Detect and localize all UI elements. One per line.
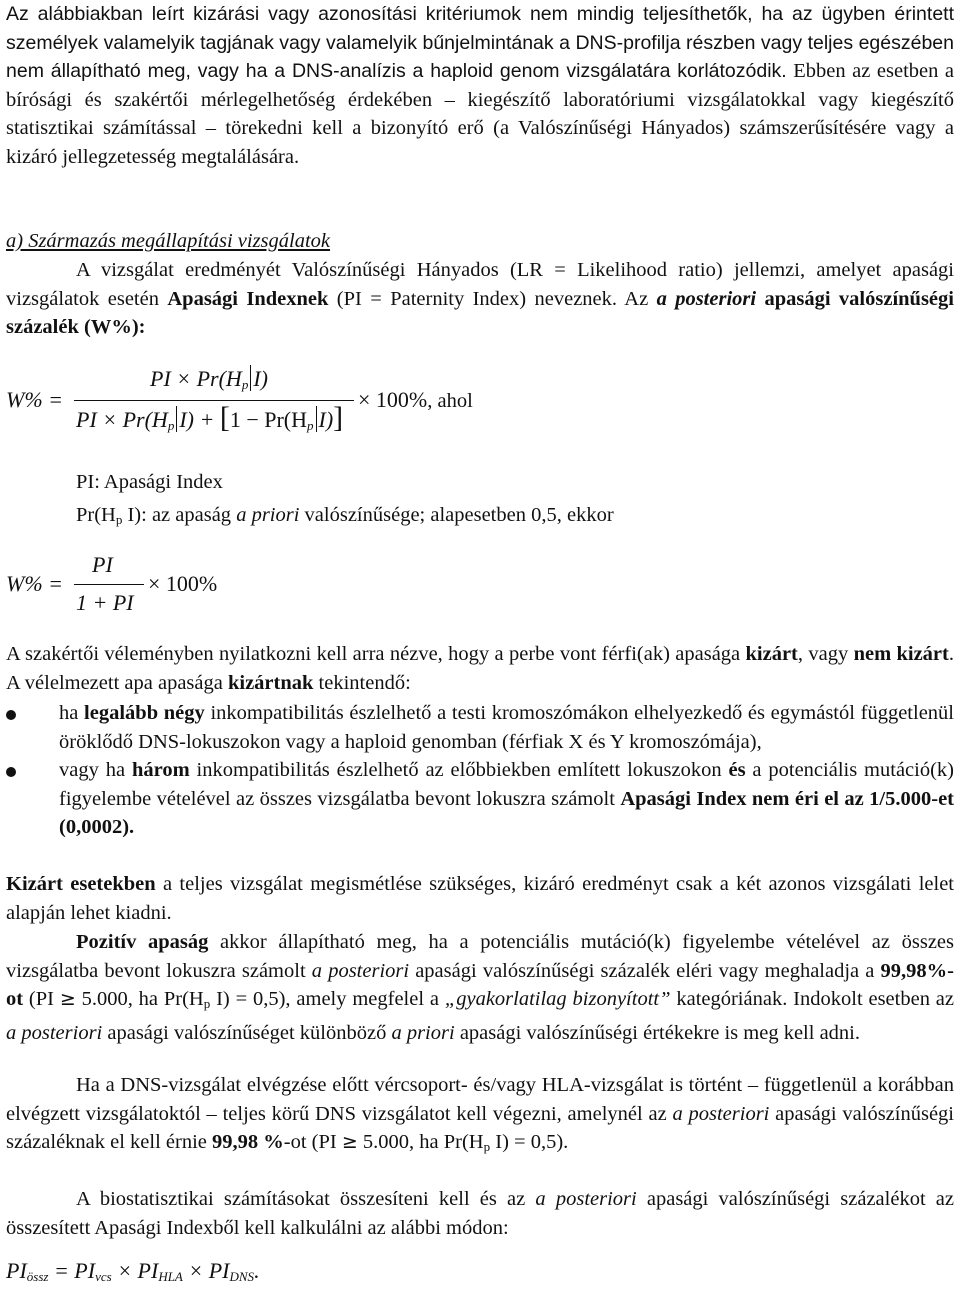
geq-symbol: ≥ — [341, 1131, 358, 1154]
intro-sentence-2: Ebben az esetben a bírósági és szakértői mérlegelhetőség érdekében – kiegészítő laboratóriumi vizsgálatokkal vagy kiegészítő statisztikai számítással – törekedni kell a bizonyító erő (a Valószínűségi Hányados) számszerűsítésére vagy a kizáró jellegzetesség megtalálására. — [6, 60, 954, 168]
list-item — [6, 756, 954, 842]
den-text: I) + — [179, 407, 215, 432]
fraction-line — [74, 400, 354, 401]
bold-term: legalább négy — [84, 702, 205, 724]
text: A szakértői véleményben nyilatkozni kell arra nézve, hogy a perbe vont férfi(ak) apasága — [6, 643, 746, 665]
text: -ot (PI — [283, 1131, 342, 1154]
bold-term: Apasági Index nem éri el az 1/5.000-et (0,0002). — [59, 787, 954, 839]
text: (PI — [23, 988, 60, 1011]
italic-term: a priori — [236, 504, 300, 526]
text: apasági valószínűségi százalékot az összesített Apasági Indexből kell kalkulálni az alábbi módon: — [6, 1188, 955, 1239]
formula-multiplier — [358, 387, 473, 413]
sub: p — [203, 996, 211, 1012]
list-item — [6, 699, 954, 756]
bold-term: Pozitív apaság — [76, 931, 209, 953]
num-text: PI × Pr(H — [150, 366, 242, 391]
bracket-right: ] — [333, 401, 344, 434]
text: , vagy — [797, 643, 854, 665]
text: I): az apaság — [122, 504, 237, 526]
bold-term: kizárt — [745, 643, 798, 665]
legend-prior — [76, 499, 614, 536]
text: a potenciális mutáció(k) figyelembe vételével az összes vizsgálatba bevont lokuszra számolt — [59, 759, 954, 810]
text: A vizsgálat eredményét Valószínűségi Hányados (LR = Likelihood ratio) jellemzi, amelyet apasági vizsgálatok esetén — [6, 259, 954, 310]
text: inkompatibilitás észlelhető az előbbiekben említett lokuszokon — [189, 759, 729, 782]
formula-lhs: W% = — [6, 387, 63, 412]
italic-term: a posteriori — [535, 1188, 637, 1210]
text: inkompatibilitás észlelhető a testi kromoszómákon elhelyezkedő és egymástól függetlenül öröklődő DNS-lokuszokon vagy a haploid genomban (férfiak X és Y kromoszómája), — [59, 702, 954, 753]
den-text: PI × Pr(H — [76, 407, 168, 432]
text: I) = 0,5), amely megfelel a — [210, 988, 445, 1011]
f-text: = PI — [48, 1258, 96, 1283]
fraction-line — [74, 584, 144, 585]
sub: p — [115, 512, 123, 527]
formula-w-percent-simplified — [0, 548, 400, 628]
mult: × 100% — [358, 387, 428, 412]
italic-term: „gyakorlatilag bizonyított” — [444, 988, 671, 1011]
text: akkor állapítható meg, ha a potenciális mutáció(k) figyelembe vételével az összes vizsgálatba bevont lokuszra számolt — [6, 931, 954, 982]
text: vagy ha — [59, 759, 132, 782]
num-end: I) — [253, 366, 268, 391]
text: a teljes vizsgálat megismétlése szükséges, kizáró eredményt csak a két azonos vizsgálati lelet alapján lehet kiadni. — [6, 873, 954, 924]
f-sub: DNS — [229, 1269, 255, 1284]
bold-term: három — [131, 759, 190, 782]
text: I) = 0,5). — [490, 1131, 569, 1154]
given-bar — [176, 406, 177, 432]
formula-multiplier: × 100% — [148, 571, 218, 596]
bold-term: 99,98%-ot — [6, 959, 954, 1011]
f-sub: HLA — [158, 1269, 183, 1284]
den-sub: p — [167, 418, 175, 433]
f-text: PI — [6, 1258, 27, 1283]
italic-term: a posteriori — [311, 959, 410, 982]
bullet-icon — [6, 767, 16, 777]
biostatistics-paragraph — [6, 1185, 954, 1242]
text: valószínűsége; alapesetben 0,5, ekkor — [299, 504, 614, 526]
bold-term: apasági valószínűségi százalék (W%): — [6, 287, 954, 339]
bold-term: 99,98 % — [212, 1131, 284, 1154]
sub: p — [483, 1139, 491, 1155]
text: kategóriának. Indokolt esetben az — [670, 988, 954, 1011]
formula-denominator — [76, 401, 344, 434]
excluded-cases-paragraph — [6, 870, 954, 927]
bold-term: Kizárt esetekben — [6, 873, 156, 895]
italic-term: a posteriori — [656, 287, 757, 310]
bold-term: és — [728, 759, 746, 782]
formula-lhs: W% = — [6, 571, 63, 596]
bold-term: kizártnak — [227, 671, 314, 694]
bullet-icon — [6, 710, 16, 720]
formula-combined-pi — [6, 1258, 260, 1285]
formula-w-percent — [0, 360, 960, 450]
italic-term: a posteriori — [672, 1102, 770, 1125]
text: (PI = Paternity Index) neveznek. Az — [328, 287, 657, 310]
text: apasági valószínűségi értékekre is meg kell adni. — [454, 1021, 860, 1044]
text: ha — [59, 702, 85, 724]
text: tekintendő: — [313, 671, 411, 694]
text: 5.000, ha Pr(H — [75, 988, 204, 1011]
ahol: , ahol — [427, 390, 473, 412]
italic-term: a priori — [391, 1021, 455, 1044]
section-heading: a) Származás megállapítási vizsgálatok — [6, 230, 331, 252]
text: Ha a DNS-vizsgálat elvégzése előtt vércsoport- és/vagy HLA-vizsgálat is történt – függetlenül a korábban elvégzett vizsgálatoktól – teljes körű DNS vizsgálatot kell végezni, amelynél az — [6, 1074, 954, 1125]
den-text: I) — [318, 407, 334, 432]
num-sub: p — [241, 377, 249, 392]
text: . A vélelmezett apa apasága — [6, 643, 954, 694]
f-text: × PI — [111, 1258, 159, 1283]
positive-paternity-paragraph — [6, 928, 954, 1047]
f-sub: vcs — [95, 1269, 112, 1284]
exclusion-paragraph — [6, 640, 954, 697]
text: A biostatisztikai számításokat összesíteni kell és az — [76, 1188, 536, 1210]
legend-pi: PI: Apasági Index — [76, 471, 223, 493]
given-bar — [316, 406, 317, 432]
bold-term: nem kizárt — [853, 643, 949, 665]
italic-term: a posteriori — [6, 1021, 103, 1044]
formula-numerator: PI — [92, 552, 113, 577]
den-sub: p — [307, 418, 314, 433]
bold-term: Apasági Indexnek — [167, 287, 329, 310]
intro-paragraph — [6, 0, 954, 172]
den-text: 1 − Pr(H — [229, 407, 308, 432]
formula-numerator — [150, 365, 268, 393]
text: Pr(H — [76, 504, 116, 526]
f-text: × PI — [182, 1258, 230, 1283]
formula-denominator: 1 + PI — [76, 590, 134, 615]
geq-symbol: ≥ — [59, 988, 76, 1011]
text: apasági valószínűségi százalék eléri vagy meghaladja a — [409, 959, 881, 982]
exclusion-criteria-list — [6, 699, 954, 842]
paternity-index-paragraph — [6, 256, 954, 342]
f-sub: össz — [26, 1269, 49, 1284]
bracket-left: [ — [219, 401, 230, 434]
text: 5.000, ha Pr(H — [357, 1131, 484, 1154]
text: apasági valószínűséget különböző — [102, 1021, 392, 1044]
blood-group-paragraph — [6, 1071, 954, 1162]
given-bar — [250, 365, 251, 391]
formula-legend — [76, 466, 614, 536]
f-text: . — [254, 1258, 260, 1283]
intro-sentence-1: Az alábbiakban leírt kizárási vagy azonosítási kritériumok nem mindig teljesíthetők, ha az ügyben érintett személyek valamelyik tagjának vagy valamelyik bűnjelmintának a DNS-profilja részben vagy teljes egészében nem állapítható meg, vagy ha a DNS-analízis a haploid genom vizsgálatára korlátozódik. — [6, 3, 954, 83]
text: apasági valószínűségi százaléknak el kell érnie — [6, 1102, 955, 1154]
